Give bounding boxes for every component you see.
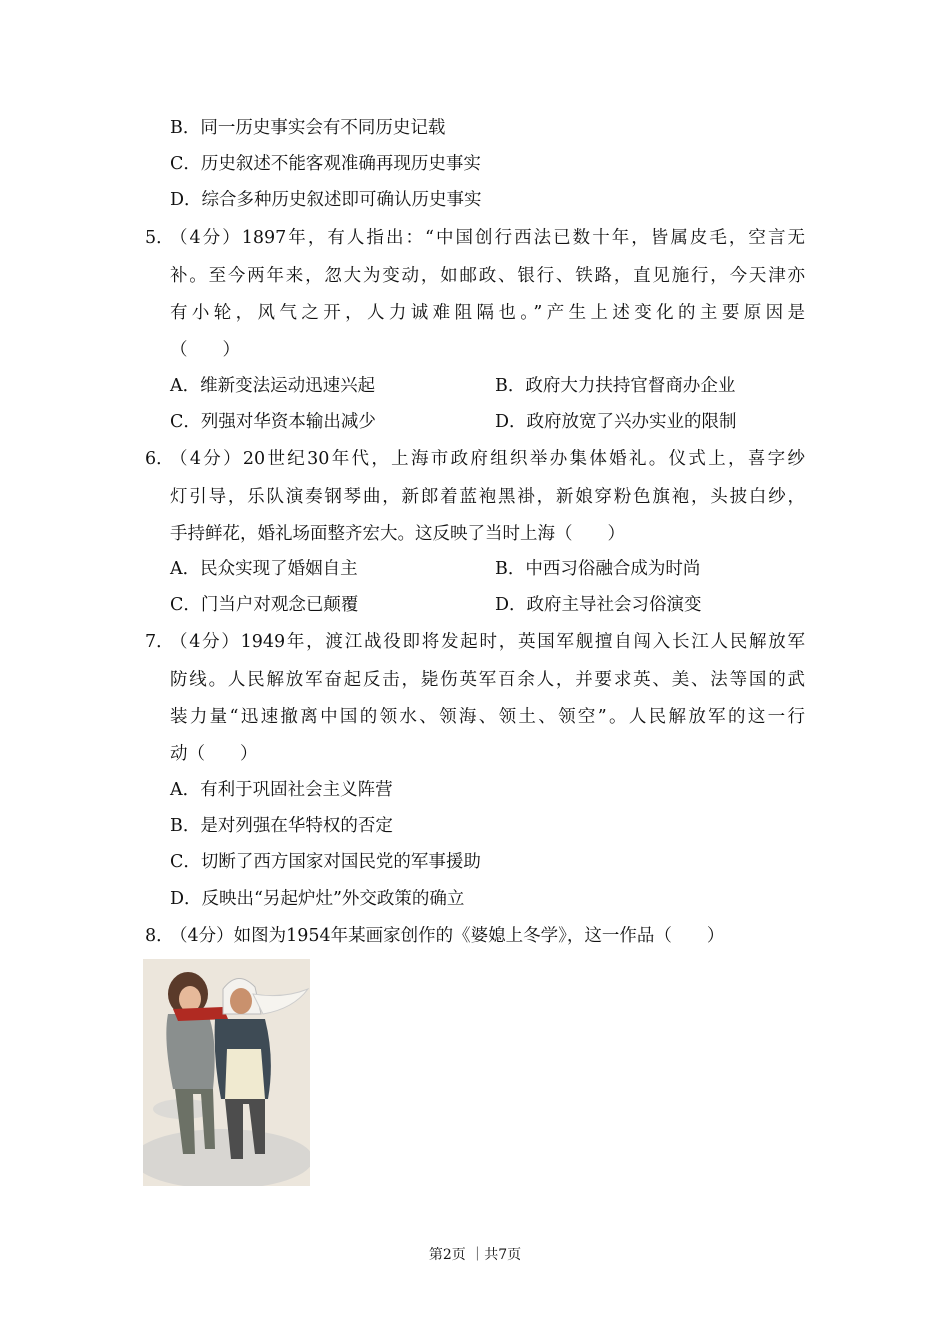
- question-text: 灯引导，乐队演奏钢琴曲，新郎着蓝袍黑褂，新娘穿粉色旗袍，头披白纱，: [170, 487, 805, 507]
- option-a: A．维新变法运动迅速兴起: [170, 376, 376, 396]
- answer-blank: （ ）: [170, 340, 240, 360]
- question-text: 有小轮，风气之开，人力诚难阻隔也。”产生上述变化的主要原因是: [170, 303, 805, 323]
- option-d: D．政府放宽了兴办实业的限制: [495, 412, 737, 432]
- option-c: C．门当户对观念已颠覆: [170, 595, 359, 615]
- question-number: 6．: [145, 449, 174, 469]
- question-number: 7．: [145, 632, 174, 652]
- option-d: D．反映出“另起炉灶”外交政策的确立: [170, 889, 465, 909]
- question-text: 补。至今两年来，忽大为变动，如邮政、银行、铁路，直见施行，今天津亦: [170, 266, 805, 286]
- question-number: 8．: [145, 926, 174, 946]
- option-a: A．有利于巩固社会主义阵营: [170, 780, 393, 800]
- question-text: 手持鲜花，婚礼场面整齐宏大。这反映了当时上海（ ）: [170, 524, 625, 544]
- option-c: C．历史叙述不能客观准确再现历史事实: [170, 154, 481, 174]
- option-b: B．政府大力扶持官督商办企业: [495, 376, 736, 396]
- question-text: （4分）1949年，渡江战役即将发起时，英国军舰擅自闯入长江人民解放军: [170, 632, 805, 652]
- question-text: 装力量“迅速撤离中国的领水、领海、领土、领空”。人民解放军的这一行: [170, 707, 805, 727]
- question-number: 5．: [145, 228, 174, 248]
- question-text: 动（ ）: [170, 744, 258, 764]
- option-d: D．政府主导社会习俗演变: [495, 595, 702, 615]
- question-text: （4分）1897年，有人指出：“中国创行西法已数十年，皆属皮毛，空言无: [170, 228, 805, 248]
- option-b: B．同一历史事实会有不同历史记载: [170, 118, 446, 138]
- option-d: D．综合多种历史叙述即可确认历史事实: [170, 190, 482, 210]
- option-c: C．切断了西方国家对国民党的军事援助: [170, 852, 481, 872]
- question-text: （4分）如图为1954年某画家创作的《婆媳上冬学》，这一作品（ ）: [170, 926, 725, 946]
- option-a: A．民众实现了婚姻自主: [170, 559, 358, 579]
- option-c: C．列强对华资本输出减少: [170, 412, 376, 432]
- page-footer: 第2页 ｜共7页: [428, 1247, 522, 1263]
- option-b: B．是对列强在华特权的否定: [170, 816, 393, 836]
- painting-image: [143, 959, 310, 1186]
- question-text: 防线。人民解放军奋起反击，毙伤英军百余人，并要求英、美、法等国的武: [170, 670, 805, 690]
- option-b: B．中西习俗融合成为时尚: [495, 559, 701, 579]
- question-text: （4分）20世纪30年代，上海市政府组织举办集体婚礼。仪式上，喜字纱: [170, 449, 805, 469]
